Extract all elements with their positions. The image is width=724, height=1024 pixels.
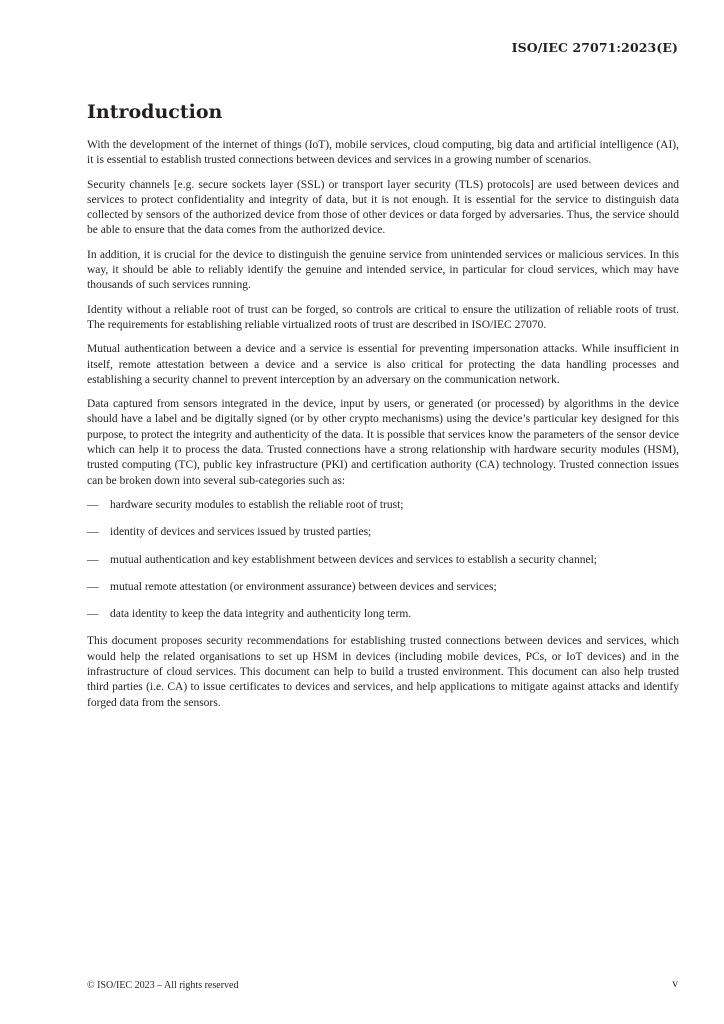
- list-item: [87, 553, 679, 568]
- list-item: [87, 498, 679, 513]
- list-item-text: identity of devices and services issued by trusted parties;: [110, 526, 372, 539]
- list-dash: —: [87, 553, 99, 566]
- list-item: [87, 525, 679, 540]
- document-identifier: ISO/IEC 27071:2023(E): [511, 40, 678, 55]
- footer-copyright: © ISO/IEC 2023 – All rights reserved: [87, 980, 239, 991]
- paragraph-security-channels: Security channels [e.g. secure sockets layer (SSL) or transport layer security (TLS) protocols] are used between devices and services to protect confidentiality and integrity of data, but it is not enough. It is essential for the service to distinguish data collected by sensors of the authorized device from those of other devices or data forged by adversaries. Thus, the service should be able to ensure that the data comes from the authorized device.: [87, 178, 679, 237]
- paragraph-mutual-authentication: Mutual authentication between a device and a service is essential for preventing impersonation attacks. While insufficient in itself, remote attestation between a device and a service is also critical for protecting the data handling processes and establishing a security channel to prevent interception by an adversary on the communication network.: [87, 343, 679, 386]
- paragraph-iot-context: With the development of the internet of things (IoT), mobile services, cloud computing, big data and artificial intelligence (AI), it is essential to establish trusted connections between devices and services in a growing number of scenarios.: [87, 139, 679, 167]
- page-title: Introduction: [87, 101, 223, 123]
- paragraph-root-of-trust: Identity without a reliable root of trust can be forged, so controls are critical to ensure the utilization of reliable roots of trust. The requirements for establishing reliable virtualized roots of trust are described in ISO/IEC 27070.: [87, 303, 679, 331]
- page-number: v: [672, 978, 678, 990]
- paragraph-genuine-service: In addition, it is crucial for the device to distinguish the genuine service from unintended services or malicious services. In this way, it should be able to reliably identify the genuine and intended service, in particular for cloud services, which may have thousands of such services running.: [87, 248, 679, 292]
- list-item-text: hardware security modules to establish the reliable root of trust;: [110, 498, 404, 511]
- list-item: [87, 580, 679, 595]
- list-item: [87, 607, 679, 622]
- list-item-text: data identity to keep the data integrity and authenticity long term.: [110, 608, 412, 621]
- list-dash: —: [87, 526, 99, 539]
- paragraph-data-captured: Data captured from sensors integrated in the device, input by users, or generated (or processed) by algorithms in the device should have a label and be digitally signed (or by other crypto mechanisms) using the device’s particular key designed for this purpose, to protect the integrity and authenticity of the data. It is possible that services know the parameters of the sensor device which can help it to process the data. Trusted connections have a strong relationship with hardware security modules (HSM), trusted computing (TC), public key infrastructure (PKI) and certification authority (CA) technology. Trusted connection issues can be broken down into several sub-categories such as:: [87, 398, 679, 487]
- sub-category-list: [87, 498, 679, 622]
- main-content: [87, 100, 679, 720]
- list-dash: —: [87, 498, 99, 511]
- list-item-text: mutual remote attestation (or environment assurance) between devices and services;: [110, 580, 497, 593]
- list-dash: —: [87, 580, 99, 593]
- list-item-text: mutual authentication and key establishment between devices and services to establish a security channel;: [110, 553, 597, 566]
- list-dash: —: [87, 608, 99, 621]
- paragraph-document-proposes: This document proposes security recommendations for establishing trusted connections between devices and services, which would help the related organisations to set up HSM in devices (including mobile devices, PCs, or IoT devices) and in the infrastructure of cloud services. This document can help to build a trusted environment. This document can also help trusted third parties (i.e. CA) to issue certificates to devices and services, and help applications to mitigate against attacks and identify forged data from the sensors.: [87, 635, 679, 709]
